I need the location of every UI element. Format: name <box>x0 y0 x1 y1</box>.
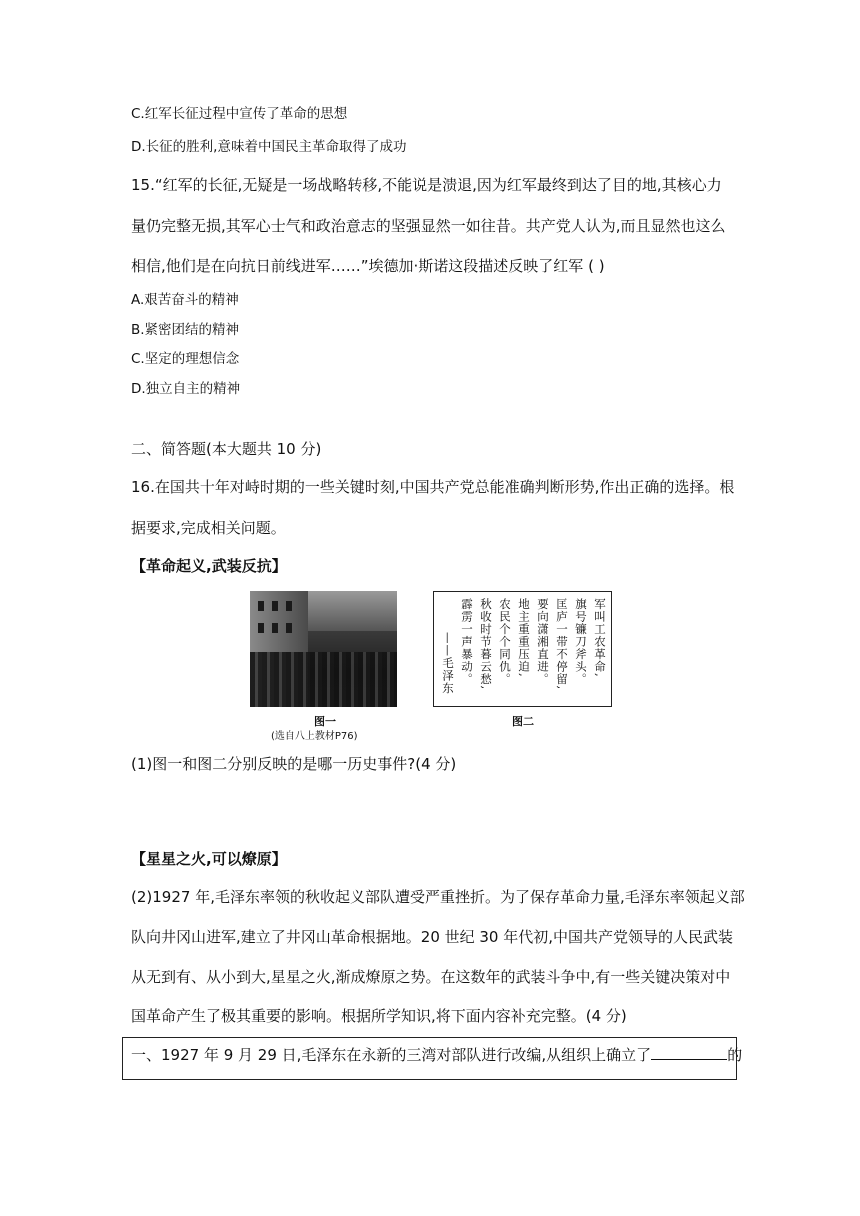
question-16-part2-line1: (2)1927 年,毛泽东率领的秋收起义部队遭受严重挫折。为了保存革命力量,毛泽东率领起义部 <box>131 888 745 906</box>
answer-box <box>122 1037 743 1080</box>
answer-box-text-end: 的 <box>727 1046 743 1064</box>
poem-column: 要向潇湘直进。 <box>536 598 550 686</box>
option-15b: B.紧密团结的精神 <box>131 322 240 338</box>
option-15c: C.坚定的理想信念 <box>131 351 240 367</box>
poem-column: 秋收时节暮云愁, <box>479 598 493 691</box>
question-16-part1: (1)图一和图二分别反映的是哪一历史事件?(4 分) <box>131 755 457 773</box>
poem-column: 旗号镰刀斧头。 <box>574 598 588 686</box>
fill-in-blank[interactable] <box>651 1044 727 1060</box>
figure-one-photo <box>250 591 397 707</box>
poem-column: 霹雳一声暴动。 <box>460 598 474 686</box>
option-14c: C.红军长征过程中宣传了革命的思想 <box>131 106 348 122</box>
poem-column: 匡庐一带不停留, <box>555 598 569 691</box>
section-title: 二、简答题(本大题共 10 分) <box>131 440 322 458</box>
heading-revolution-uprising: 【革命起义,武装反抗】 <box>131 557 287 575</box>
heading-single-spark: 【星星之火,可以燎原】 <box>131 850 287 868</box>
question-15-line1: 15.“红军的长征,无疑是一场战略转移,不能说是溃退,因为红军最终到达了目的地,其核心力 <box>131 176 722 194</box>
poem-column: 农民个个同仇。 <box>498 598 512 686</box>
figure-two-caption: 图二 <box>512 715 534 728</box>
question-16-part2-line2: 队向井冈山进军,建立了井冈山革命根据地。20 世纪 30 年代初,中国共产党领导的人民武装 <box>131 928 734 946</box>
figure-one-caption: 图一 <box>314 715 336 728</box>
question-15-line2: 量仍完整无损,其军心士气和政治意志的坚强显然一如往昔。共产党人认为,而且显然也这么 <box>131 217 726 235</box>
question-16-part2-line4: 国革命产生了极其重要的影响。根据所学知识,将下面内容补充完整。(4 分) <box>131 1007 627 1025</box>
poem-author: ——毛泽东 <box>441 632 455 695</box>
question-16-line1: 16.在国共十年对峙时期的一些关键时刻,中国共产党总能准确判断形势,作出正确的选择。根 <box>131 478 735 496</box>
option-15a: A.艰苦奋斗的精神 <box>131 292 239 308</box>
answer-box-text: 一、1927 年 9 月 29 日,毛泽东在永新的三湾对部队进行改编,从组织上确立了 <box>131 1046 652 1064</box>
poem-column: 军叫工农革命, <box>593 598 607 678</box>
figure-two-poem <box>433 591 612 707</box>
question-15-line3: 相信,他们是在向抗日前线进军……”埃德加·斯诺这段描述反映了红军 ( ) <box>131 257 605 275</box>
question-16-part2-line3: 从无到有、从小到大,星星之火,渐成燎原之势。在这数年的武装斗争中,有一些关键决策对中 <box>131 968 731 986</box>
option-15d: D.独立自主的精神 <box>131 381 241 397</box>
option-14d: D.长征的胜利,意味着中国民主革命取得了成功 <box>131 139 407 155</box>
figure-one-source: (选自八上教材P76) <box>271 731 358 742</box>
poem-column: 地主重重压迫, <box>517 598 531 678</box>
question-16-line2: 据要求,完成相关问题。 <box>131 519 286 537</box>
